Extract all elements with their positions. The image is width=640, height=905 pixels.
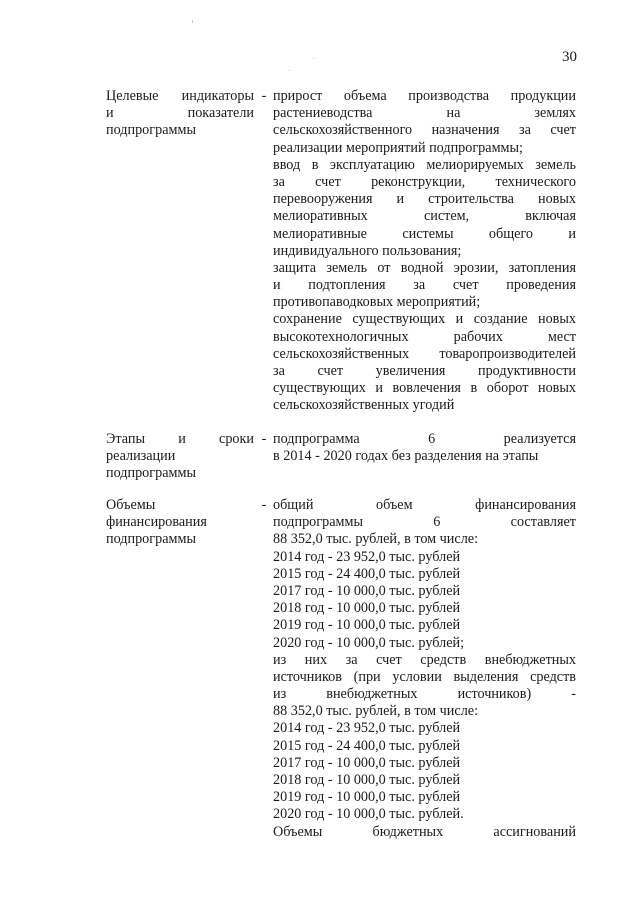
- content-line: 2020 год - 10 000,0 тыс. рублей.: [273, 806, 464, 823]
- content-line: 2020 год - 10 000,0 тыс. рублей;: [273, 634, 465, 651]
- section-financing-volumes: [106, 497, 576, 847]
- content-line: сельскохозяйственных товаропроизводителей: [273, 345, 576, 362]
- content-line: из внебюджетных источников) -: [273, 686, 576, 703]
- section-dash: -: [261, 431, 267, 447]
- section-stages-and-terms: [106, 431, 576, 485]
- label-line: реализации: [106, 448, 176, 465]
- content-line: в 2014 - 2020 годах без разделения на этапы: [273, 448, 539, 465]
- content-line: за счет увеличения продуктивности: [273, 363, 576, 379]
- content-line: за счет реконструкции, технического: [273, 173, 576, 190]
- content-line: источников (при условии выделения средств: [273, 668, 576, 685]
- content-line: реализации мероприятий подпрограммы;: [273, 139, 523, 156]
- label-line: и показатели: [106, 105, 254, 122]
- content-line: сохранение существующих и создание новых: [273, 311, 576, 328]
- content-line: 2015 год - 24 400,0 тыс. рублей: [273, 737, 461, 754]
- section-label: [106, 431, 254, 483]
- content-line: 2014 год - 23 952,0 тыс. рублей: [273, 548, 461, 565]
- content-line: общий объем финансирования: [273, 497, 576, 513]
- content-line: 2014 год - 23 952,0 тыс. рублей: [273, 720, 461, 737]
- label-line: финансирования: [106, 514, 207, 531]
- label-line: подпрограммы: [106, 465, 196, 482]
- label-line: подпрограммы: [106, 122, 196, 139]
- content-line: прирост объема производства продукции: [273, 88, 576, 104]
- content-line: сельскохозяйственного назначения за счет: [273, 122, 576, 139]
- section-dash: -: [261, 497, 267, 513]
- label-line: Объемы: [106, 497, 156, 513]
- label-line: Этапы и сроки: [106, 431, 254, 447]
- label-line: подпрограммы: [106, 531, 196, 548]
- content-line: 2018 год - 10 000,0 тыс. рублей: [273, 772, 461, 788]
- scan-mark: [313, 58, 314, 59]
- scan-mark: [289, 70, 290, 71]
- section-target-indicators: [106, 88, 576, 418]
- section-label: [106, 497, 254, 549]
- content-line: и подтопления за счет проведения: [273, 277, 576, 294]
- content-line: противопаводковых мероприятий;: [273, 294, 481, 311]
- content-line: существующих и вовлечения в оборот новых: [273, 380, 576, 397]
- section-label: [106, 88, 254, 140]
- section-content: [273, 88, 576, 415]
- content-line: высокотехнологичных рабочих мест: [273, 328, 576, 345]
- section-content: [273, 497, 576, 841]
- content-line: 2017 год - 10 000,0 тыс. рублей: [273, 582, 461, 599]
- content-line: 88 352,0 тыс. рублей, в том числе:: [273, 531, 479, 548]
- content-line: ввод в эксплуатацию мелиорируемых земель: [273, 156, 576, 173]
- content-line: 2015 год - 24 400,0 тыс. рублей: [273, 565, 461, 582]
- content-line: 2018 год - 10 000,0 тыс. рублей: [273, 600, 461, 617]
- content-line: 2019 год - 10 000,0 тыс. рублей: [273, 789, 461, 806]
- content-line: подпрограмма 6 реализуется: [273, 431, 576, 447]
- content-line: сельскохозяйственных угодий: [273, 397, 455, 414]
- content-line: подпрограммы 6 составляет: [273, 514, 576, 531]
- content-line: индивидуального пользования;: [273, 242, 462, 259]
- content-line: мелиоративные системы общего и: [273, 225, 576, 242]
- content-line: из них за счет средств внебюджетных: [273, 651, 576, 668]
- content-line: 2017 год - 10 000,0 тыс. рублей: [273, 754, 461, 771]
- section-dash: -: [261, 88, 267, 104]
- content-line: 88 352,0 тыс. рублей, в том числе:: [273, 703, 479, 720]
- label-line: Целевые индикаторы: [106, 88, 254, 104]
- content-line: растениеводства на землях: [273, 105, 576, 122]
- scan-mark: [192, 20, 193, 23]
- content-line: 2019 год - 10 000,0 тыс. рублей: [273, 617, 461, 634]
- section-content: [273, 431, 576, 465]
- content-line: Объемы бюджетных ассигнований: [273, 823, 576, 840]
- content-line: мелиоративных систем, включая: [273, 208, 576, 225]
- content-line: перевооружения и строительства новых: [273, 191, 576, 208]
- page-number: 30: [562, 49, 577, 65]
- content-line: защита земель от водной эрозии, затопления: [273, 259, 576, 276]
